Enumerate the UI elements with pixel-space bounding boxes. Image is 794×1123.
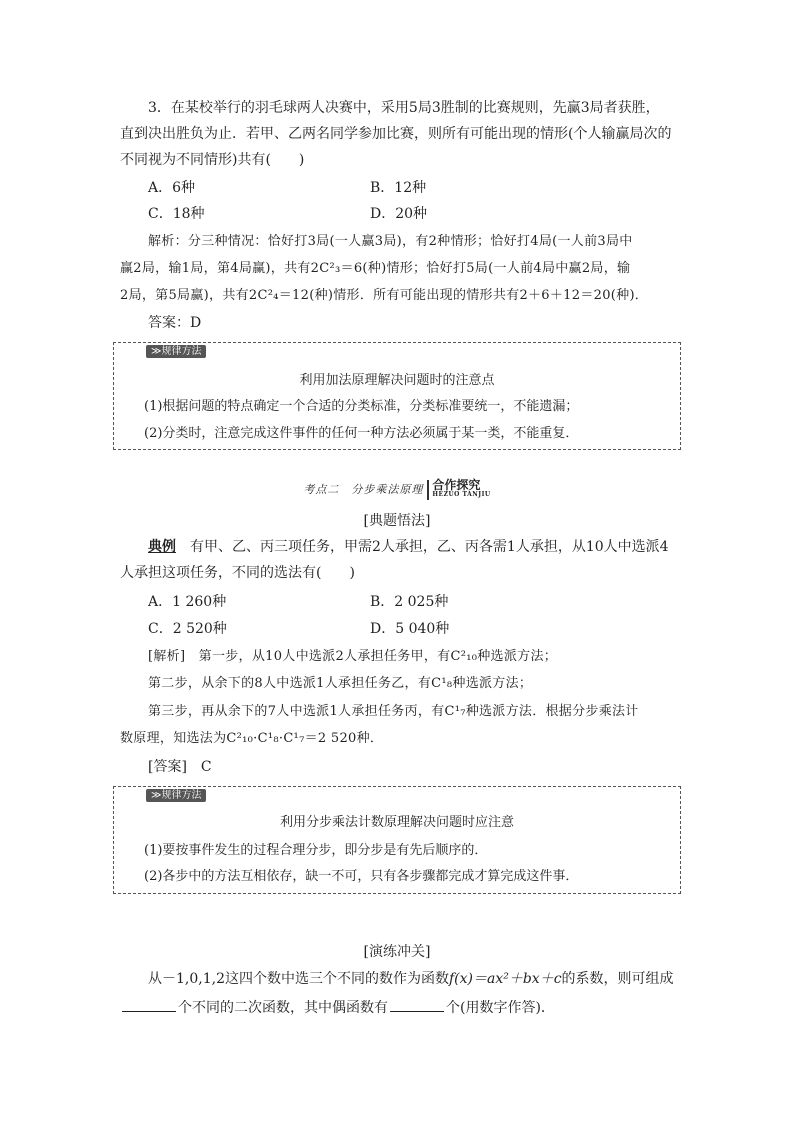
solution-line-2: 赢2局，输1局，第4局赢)，共有2C²₃＝6(种)情形；恰好打5局(一人前4局中赢2局，输 <box>120 261 631 276</box>
rule-box-title: 利用加法原理解决问题时的注意点 <box>299 373 495 388</box>
rule-box-addition <box>113 342 681 450</box>
example-line-2: 人承担这项任务，不同的选法有( ) <box>120 565 355 581</box>
example-solution-line-3: 第三步，再从余下的7人中选派1人承担任务丙，有C¹₇种选派方法．根据分步乘法计 <box>148 704 639 719</box>
option-a: A．6种 <box>148 180 196 196</box>
rule-method-badge: ≫规律方法 <box>146 345 206 358</box>
option-d: D．20种 <box>370 206 428 222</box>
example-header: [典题悟法] <box>363 513 431 529</box>
example-option-c: C．2 520种 <box>148 621 227 637</box>
practice-line-2 <box>120 997 555 1018</box>
rule-box-multiplication <box>113 786 681 894</box>
rule-2-item-2: (2)各步中的方法互相依存，缺一不可，只有各步骤都完成才算完成这件事． <box>144 869 579 884</box>
answer-blank-1[interactable] <box>122 997 176 1012</box>
rule-2-item-1: (1)要按事件发生的过程合理分步，即分步是有先后顺序的． <box>144 843 488 858</box>
section-title: 考点二 分步乘法原理 <box>303 483 424 496</box>
coop-zh: 合作探究 <box>432 478 481 492</box>
function-expression: f(x)＝ax²＋bx＋c <box>448 971 562 987</box>
practice-header: [演练冲关] <box>363 944 431 960</box>
example-option-a: A．1 260种 <box>148 594 227 610</box>
answer-blank-2[interactable] <box>390 997 444 1012</box>
cooperative-exploration-label <box>427 480 490 500</box>
practice-text-a: 从－1,0,1,2这四个数中选三个不同的数作为函数 <box>148 971 449 987</box>
coop-en: HEZUO TANJIU <box>432 491 491 498</box>
practice-text-c: 个不同的二次函数，其中偶函数有 <box>178 1000 388 1016</box>
answer-line: 答案：D <box>148 315 202 331</box>
rule-method-badge-2: ≫规律方法 <box>146 789 206 802</box>
example-answer: [答案] C <box>148 759 212 775</box>
section-heading <box>0 480 794 500</box>
example-tag: 典例 <box>148 539 176 555</box>
example-solution-line-2: 第二步，从余下的8人中选派1人承担任务乙，有C¹₈种选派方法； <box>148 676 533 691</box>
practice-line-1 <box>148 969 674 989</box>
practice-text-d: 个(用数字作答)． <box>446 1000 555 1016</box>
rule-box-2-title: 利用分步乘法计数原理解决问题时应注意 <box>279 815 514 830</box>
option-b: B．12种 <box>370 180 427 196</box>
rule-item-1: (1)根据问题的特点确定一个合适的分类标准，分类标准要统一，不能遗漏； <box>144 399 579 414</box>
example-solution-line-1: [解析] 第一步，从10人中选派2人承担任务甲，有C²₁₀种选派方法； <box>148 649 558 664</box>
option-c: C．18种 <box>148 206 205 222</box>
practice-text-b: 的系数，则可组成 <box>561 971 674 987</box>
question-3-line-1: 3．在某校举行的羽毛球两人决赛中，采用5局3胜制的比赛规则，先赢3局者获胜， <box>148 100 660 116</box>
solution-line-1: 解析：分三种情况：恰好打3局(一人赢3局)，有2种情形；恰好打4局(一人前3局中 <box>148 234 633 249</box>
example-option-b: B．2 025种 <box>370 594 449 610</box>
example-solution-line-4: 数原理，知选法为C²₁₀·C¹₈·C¹₇＝2 520种． <box>120 731 384 746</box>
rule-item-2: (2)分类时，注意完成这件事件的任何一种方法必须属于某一类，不能重复． <box>144 426 579 441</box>
solution-line-3: 2局，第5局赢)，共有2C²₄＝12(种)情形．所有可能出现的情形共有2＋6＋12＝20(种)． <box>120 288 649 303</box>
question-3-line-3: 不同视为不同情形)共有( ) <box>120 152 305 168</box>
example-line-1 <box>148 537 669 557</box>
question-3-line-2: 直到决出胜负为止．若甲、乙两名同学参加比赛，则所有可能出现的情形(个人输赢局次的 <box>120 126 672 142</box>
example-option-d: D．5 040种 <box>370 621 450 637</box>
example-line-1-text: 有甲、乙、丙三项任务，甲需2人承担，乙、丙各需1人承担，从10人中选派4 <box>176 539 669 555</box>
